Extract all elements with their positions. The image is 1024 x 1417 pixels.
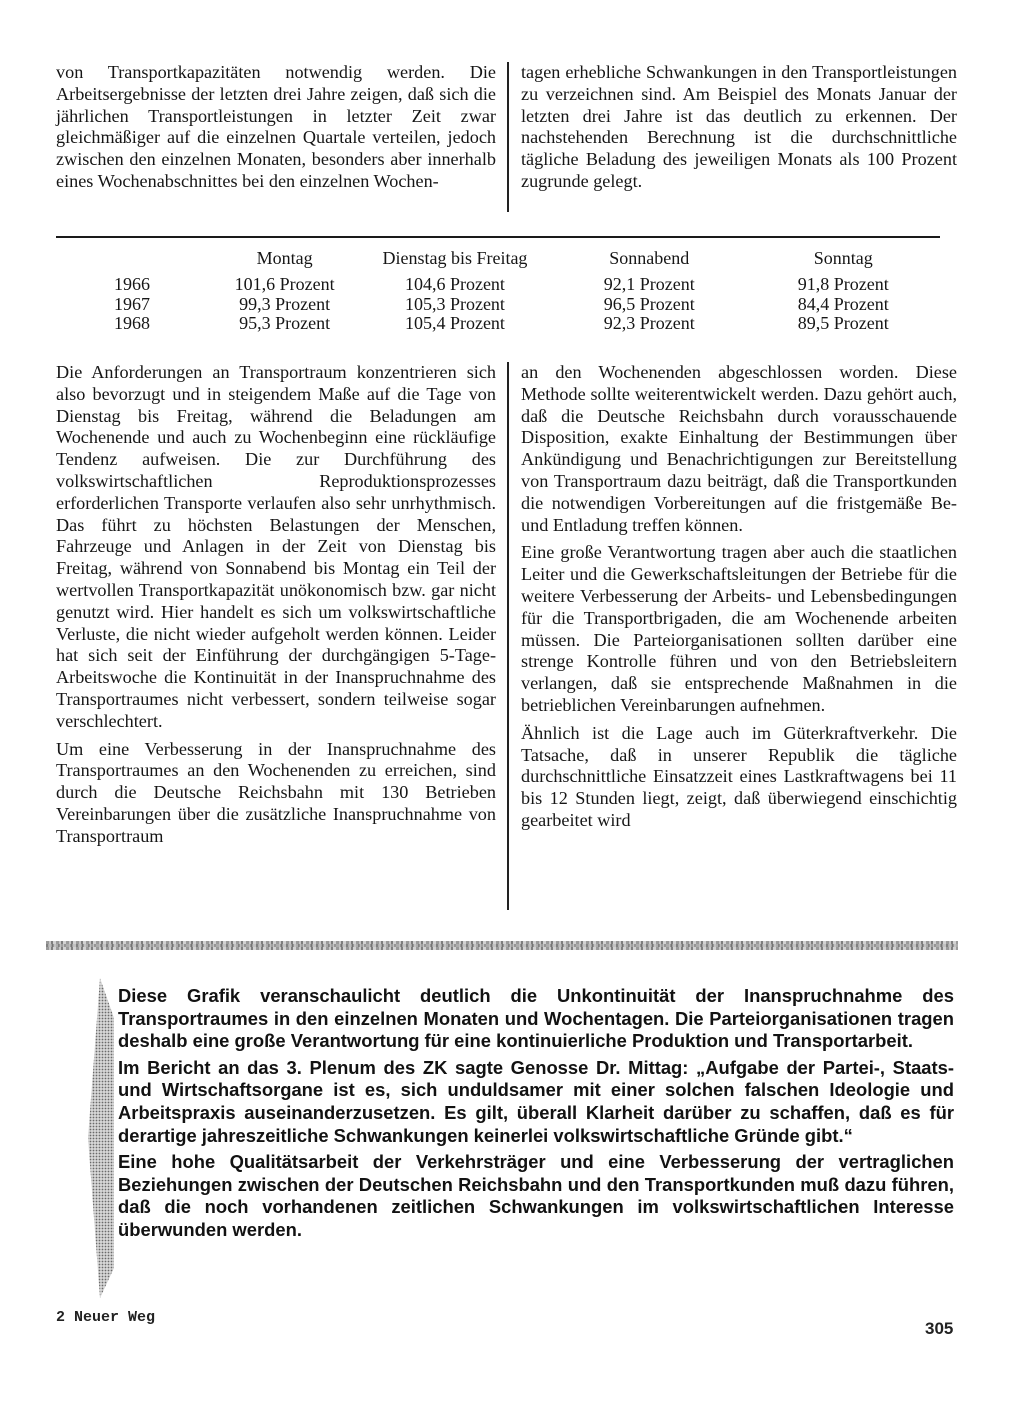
mid-right-column <box>521 362 957 838</box>
table-cell: 105,3 Prozent <box>404 293 505 314</box>
table-header-cell: Dienstag bis Freitag <box>382 248 528 268</box>
table-cell: 1966 <box>114 274 150 294</box>
table-cell: 1967 <box>114 293 150 314</box>
page-number: 305 <box>925 1319 954 1338</box>
callout-paragraph: Eine hohe Qualitätsarbeit der Verkehrsträger und eine Verbesserung der vertraglichen Beziehungen zwischen der Deutschen Reichsbahn und den Transportkunden muß dazu führen, daß die noch vorhandenen zeitlichen Schwankungen im volkswirtschaftlichen Interesse überwunden werden. <box>118 1151 954 1240</box>
column-divider <box>507 362 509 910</box>
table-cell: 1968 <box>114 313 150 333</box>
table-cell: 99,3 Prozent <box>239 293 331 314</box>
table-cell: 105,4 Prozent <box>404 313 505 333</box>
callout-paragraph: Diese Grafik veranschaulicht deutlich die Unkontinuität der Inanspruchnahme des Transportraumes in den einzelnen Monaten und Wochentagen. Die Parteiorganisationen tragen deshalb eine große Verantwortung für eine kontinuierliche Produktion und Transportarbeit. <box>118 985 954 1052</box>
table-cell: 92,3 Prozent <box>603 313 695 333</box>
paragraph: tagen erhebliche Schwankungen in den Transportleistungen zu verzeichnen sind. Am Beispiel des Monats Januar der letzten drei Jahre ist das deutlich zu erkennen. Der nachstehenden Berechnung ist die durchschnittliche tägliche Beladung des jeweiligen Monats als 100 Prozent zugrunde gelegt. <box>521 62 957 191</box>
column-divider <box>507 62 509 212</box>
paragraph: Die Anforderungen an Transportraum konzentrieren sich also bevorzugt und in steigendem Maße auf die Tage von Dienstag bis Freitag, während die Beladungen am Wochenende und auch zu Wochenbeginn eine rückläufige Tendenz aufweisen. Die zur Durchführung des volkswirtschaftlichen Reproduktionsprozesses erforderlichen Transporte verlaufen also sehr unrhythmisch. Das führt zu höchsten Belastungen der Menschen, Fahrzeuge und Anlagen in der Zeit von Dienstag bis Freitag, während von Sonnabend bis Montag ein Teil der wertvollen Transportkapazität unökonomisch bzw. gar nicht genutzt wird. Hier handelt es sich um volkswirtschaftliche Verluste, die nicht wieder aufgeholt werden können. Leider hat sich seit der Einführung der durchgängigen 5-Tage-Arbeitswoche die Kontinuität in der Inanspruchnahme des Transportraumes nicht verbessert, sondern teilweise sogar verschlechtert. <box>56 362 496 731</box>
table-header-cell: Montag <box>256 248 313 268</box>
table-header-cell <box>56 248 227 275</box>
table-cell: 92,1 Prozent <box>603 274 695 294</box>
top-right-column <box>521 62 957 199</box>
top-left-column <box>56 62 496 199</box>
table-cell: 96,5 Prozent <box>603 293 695 314</box>
table-row <box>56 295 956 315</box>
table-cell: 91,8 Prozent <box>797 274 889 294</box>
table-header-row <box>56 248 956 275</box>
table-cell: 101,6 Prozent <box>234 274 335 294</box>
paragraph: Um eine Verbesserung in der Inanspruchnahme des Transportraumes an den Wochenenden zu erreichen, sind durch die Deutsche Reichsbahn mit 130 Betrieben Vereinbarungen über die zusätzliche Inanspruchnahme von Transportraum <box>56 738 496 846</box>
callout-paragraph: Im Bericht an das 3. Plenum des ZK sagte Genosse Dr. Mittag: „Aufgabe der Partei-, Staats- und Wirtschaftsorgane ist es, sich unduldsamer mit einer solchen falschen Ideologie und Arbeitspraxis auseinanderzusetzen. Es gilt, überall Klarheit darüber zu schaffen, daß es für derartige jahreszeitliche Schwankungen keinerlei volkswirtschaftliche Gründe gibt.“ <box>118 1056 954 1146</box>
table-cell: 84,4 Prozent <box>797 293 889 314</box>
paragraph: Eine große Verantwortung tragen aber auch die staatlichen Leiter und die Gewerkschaftsleitungen der Betriebe für die weitere Verbesserung der Arbeits- und Lebensbedingungen für die Transportbrigaden, die am Wochenende arbeiten müssen. Die Parteiorganisationen sollten darüber eine strenge Kontrolle führen und von den Betriebsleitern verlangen, daß sie entsprechende Maßnahmen in die betrieblichen Vereinbarungen aufnehmen. <box>521 542 957 715</box>
left-arrow-decoration <box>86 978 116 1298</box>
paragraph: Ähnlich ist die Lage auch im Güterkraftverkehr. Die Tatsache, daß in unserer Republik die tägliche durchschnittliche Einsatzzeit eines Lastkraftwagens bei 11 bis 12 Stunden liegt, zeigt, daß überwiegend einschichtig gearbeitet wird <box>521 722 957 830</box>
table-row <box>56 275 956 295</box>
separator-band <box>46 941 958 950</box>
table-cell: 104,6 Prozent <box>404 274 505 294</box>
weekday-load-table <box>56 248 956 334</box>
table-rule <box>56 236 952 238</box>
mid-left-column <box>56 362 496 854</box>
table-cell: 89,5 Prozent <box>797 313 889 333</box>
paragraph: von Transportkapazitäten notwendig werden. Die Arbeitsergebnisse der letzten drei Jahre zeigen, daß sich die jährlichen Transportleistungen in letzter Zeit zwar gleichmäßiger auf die einzelnen Quartale verteilen, jedoch zwischen den einzelnen Monaten, besonders aber innerhalb eines Wochenabschnittes bei den einzelnen Wochen- <box>56 62 496 191</box>
table-row <box>56 314 956 334</box>
highlighted-callout <box>118 985 954 1246</box>
paragraph: an den Wochenenden abgeschlossen worden. Diese Methode sollte weiterentwickelt werden. Dazu gehört auch, daß die Deutsche Reichsbahn durch vorausschauende Disposition, exakte Einhaltung der Bestimmungen über Ankündigung und Benachrichtigungen zur Bereitstellung von Transportraum dazu beiträgt, daß die Transportkunden die notwendigen Vorbereitungen auf die fristgemäße Be- und Entladung treffen können. <box>521 362 957 535</box>
table-cell: 95,3 Prozent <box>239 313 331 333</box>
footer-signature: 2 Neuer Weg <box>56 1309 156 1326</box>
table-header-cell: Sonntag <box>813 248 873 268</box>
table-header-cell: Sonnabend <box>609 248 690 268</box>
